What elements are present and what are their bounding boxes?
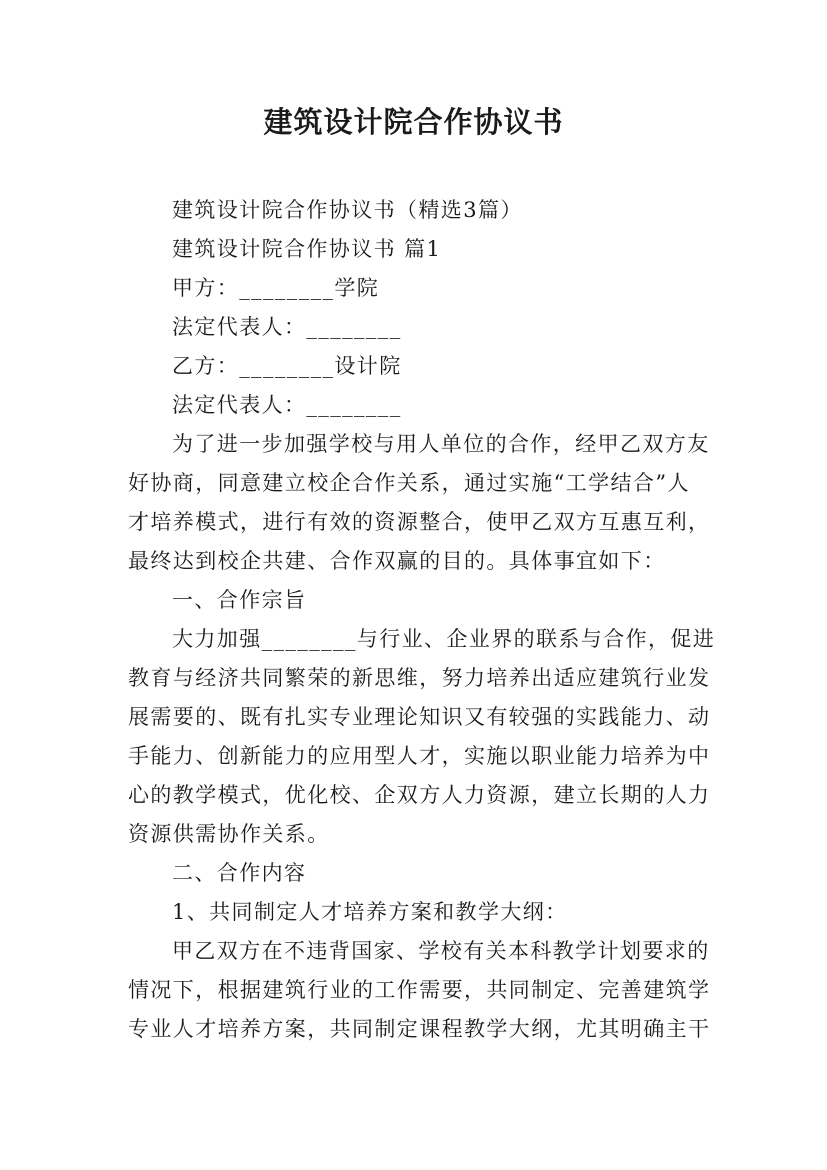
subsection-heading-line: 1、共同制定人才培养方案和教学大纲： <box>172 900 568 924</box>
section-heading-line: 一、合作宗旨 <box>172 588 307 612</box>
paragraph-line: 大力加强________与行业、企业界的联系与合作，促进 <box>172 627 716 651</box>
paragraph-line: 手能力、创新能力的应用型人才，实施以职业能力培养为中 <box>128 744 711 768</box>
subtitle-line: 建筑设计院合作协议书（精选3篇） <box>172 198 523 222</box>
paragraph-line: 资源供需协作关系。 <box>128 822 330 846</box>
document-title: 建筑设计院合作协议书 <box>263 105 564 139</box>
paragraph-line: 甲乙双方在不违背国家、学校有关本科教学计划要求的 <box>172 939 710 963</box>
party-a-representative-line: 法定代表人：________ <box>172 315 402 339</box>
paragraph-line: 教育与经济共同繁荣的新思维，努力培养出适应建筑行业发 <box>128 666 711 690</box>
paragraph-line: 心的教学模式，优化校、企双方人力资源，建立长期的人力 <box>128 783 711 807</box>
section-heading-line: 二、合作内容 <box>172 861 307 885</box>
paragraph-line: 为了进一步加强学校与用人单位的合作，经甲乙双方友 <box>172 432 710 456</box>
section-heading-line: 建筑设计院合作协议书 篇1 <box>172 237 442 261</box>
party-b-line: 乙方：________设计院 <box>172 354 402 378</box>
paragraph-line: 专业人才培养方案，共同制定课程教学大纲，尤其明确主干 <box>128 1017 711 1041</box>
paragraph-line: 展需要的、既有扎实专业理论知识又有较强的实践能力、动 <box>128 705 711 729</box>
paragraph-line: 情况下，根据建筑行业的工作需要，共同制定、完善建筑学 <box>128 978 711 1002</box>
paragraph-line: 好协商，同意建立校企合作关系，通过实施“工学结合”人 <box>128 471 690 495</box>
party-b-representative-line: 法定代表人：________ <box>172 393 402 417</box>
paragraph-line: 最终达到校企共建、合作双赢的目的。具体事宜如下： <box>128 549 666 573</box>
paragraph-line: 才培养模式，进行有效的资源整合，使甲乙双方互惠互利， <box>128 510 711 534</box>
party-a-line: 甲方：________学院 <box>172 276 380 300</box>
